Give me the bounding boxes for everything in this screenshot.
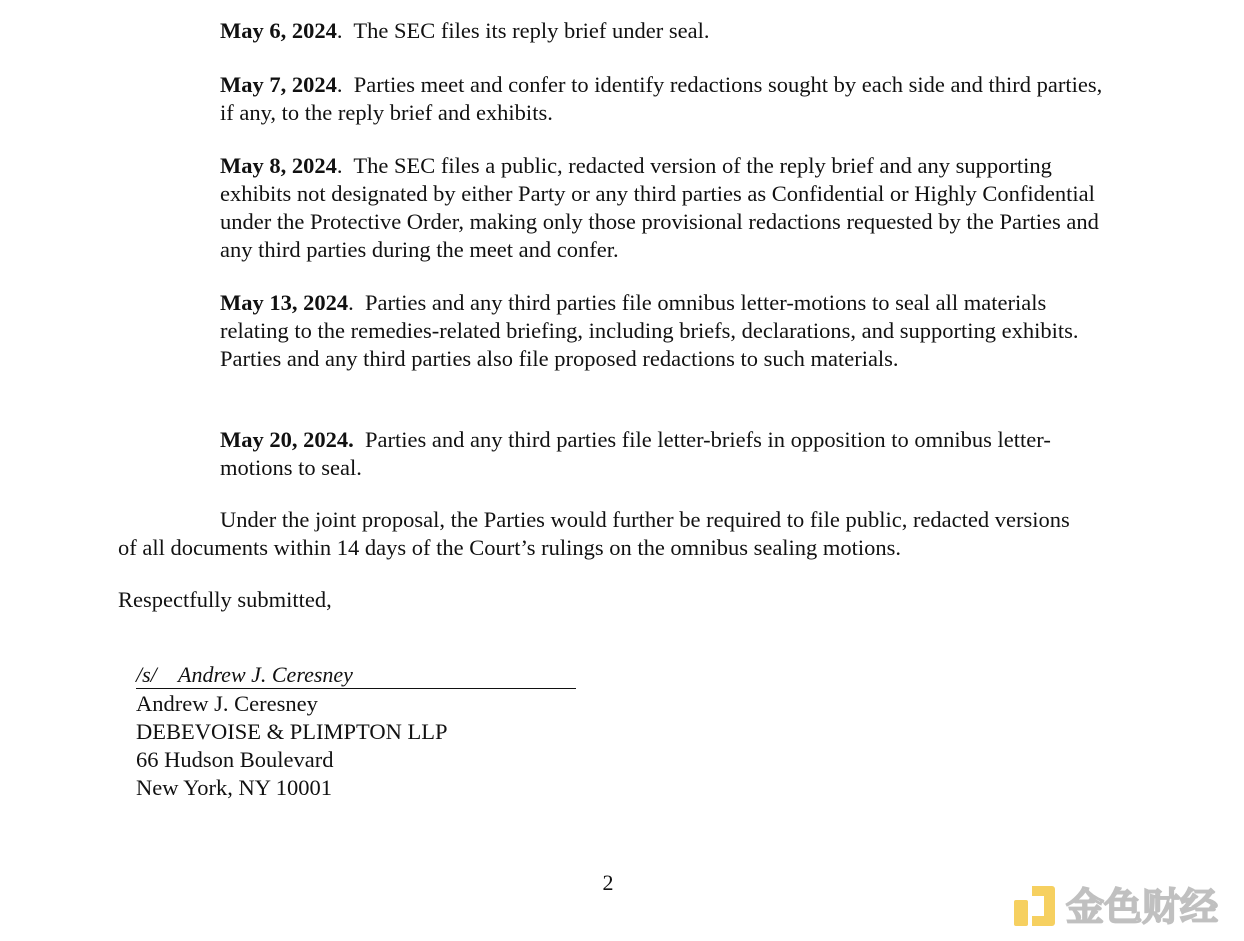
entry-text: The SEC files its reply brief under seal. bbox=[342, 18, 710, 43]
watermark-logo bbox=[1012, 880, 1236, 932]
entry-text: Parties meet and confer to identify redactions sought by each side and third parties, if any, to the reply brief and exhibits. bbox=[220, 72, 1108, 125]
firm-name: DEBEVOISE & PLIMPTON LLP bbox=[136, 719, 448, 744]
street-address: 66 Hudson Boulevard bbox=[136, 747, 334, 772]
logo-mark-icon bbox=[1014, 886, 1055, 926]
joint-proposal-paragraph: Under the joint proposal, the Parties would further be required to file public, redacted versions of all documents within 14 days of the Court’s rulings on the omnibus sealing motions. bbox=[118, 507, 1070, 560]
entry-date: May 7, 2024 bbox=[220, 72, 337, 97]
entry-date-period: . bbox=[348, 290, 354, 315]
signature-prefix: /s/ bbox=[136, 662, 157, 687]
entry-date-period: . bbox=[336, 18, 343, 43]
schedule-entry-may-8 bbox=[220, 152, 1120, 264]
signer-name: Andrew J. Ceresney bbox=[136, 691, 318, 716]
entry-text: Parties and any third parties file letter-briefs in opposition to omnibus letter-motions to seal. bbox=[220, 427, 1051, 480]
closing-line: Respectfully submitted, bbox=[118, 587, 332, 612]
schedule-entry-may-7 bbox=[220, 71, 1120, 127]
schedule-entry-may-6 bbox=[220, 17, 1120, 45]
schedule-entry-may-20 bbox=[220, 426, 1120, 482]
signature-name: Andrew J. Ceresney bbox=[178, 662, 353, 687]
entry-date-period: . bbox=[336, 72, 343, 97]
entry-date: May 20, 2024. bbox=[220, 427, 354, 452]
entry-date-period: . bbox=[336, 153, 343, 178]
watermark-logo-graphic bbox=[1012, 880, 1236, 932]
page-number: 2 bbox=[602, 870, 614, 895]
entry-text: The SEC files a public, redacted version of the reply brief and any supporting exhibits not designated by either Party or any third parties as Confidential or Highly Confidential under the Protective Order, making only those provisional redactions requested by the Parties and any third parties during the meet and confer. bbox=[220, 153, 1105, 262]
entry-date: May 13, 2024 bbox=[220, 290, 349, 315]
signature-line bbox=[136, 662, 576, 689]
entry-text: Parties and any third parties file omnibus letter-motions to seal all materials relating to the remedies-related briefing, including briefs, declarations, and supporting exhibits. Parties and any third parties also file proposed redactions to such materials. bbox=[220, 290, 1090, 371]
city-state-zip: New York, NY 10001 bbox=[136, 775, 333, 800]
entry-date: May 6, 2024 bbox=[220, 18, 337, 43]
schedule-entry-may-13 bbox=[220, 289, 1120, 373]
signature-block bbox=[136, 690, 447, 802]
entry-date: May 8, 2024 bbox=[220, 153, 337, 178]
watermark-text: 金色财经 bbox=[1066, 885, 1219, 929]
